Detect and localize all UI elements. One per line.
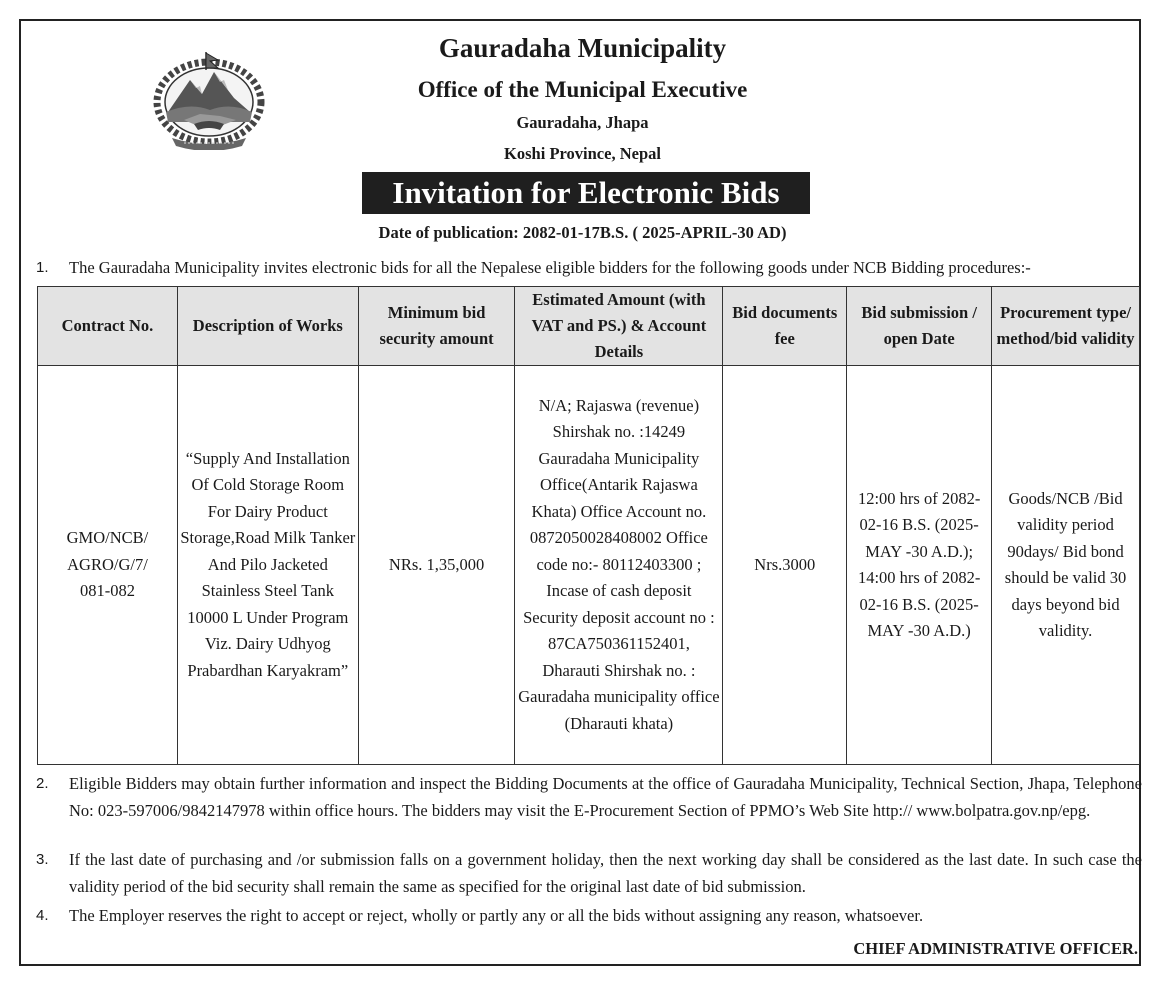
column-header: Bid documents fee [723,287,847,366]
office-name: Office of the Municipal Executive [417,77,748,102]
municipality-name: Gauradaha Municipality [438,33,727,63]
publication-date: Date of publication: 2082-01-17B.S. ( 2025-APRIL-30 AD) [378,223,787,242]
submission-date-cell: 12:00 hrs of 2082-02-16 B.S. (2025-MAY -30 A.D.); 14:00 hrs of 2082-02-16 B.S. (2025-MAY -30 A.D.) [847,366,992,765]
paragraph-number: 4. [36,907,49,924]
notice-title-banner: Invitation for Electronic Bids [362,172,810,214]
office-location: Gauradaha, Jhapa [516,113,649,132]
paragraph-number: 1. [36,259,49,276]
paragraph-number: 2. [36,775,49,792]
paragraph-text: Eligible Bidders may obtain further information and inspect the Bidding Documents at the office of Gauradaha Municipality, Technical Section, Jhapa, Telephone No: 023-597006/9842147978 within office hours. The bidders may visit the E-Procurement Section of PPMO’s Web Site http:// www.bolpatra.gov.np/epg. [69,774,1142,820]
procurement-cell: Goods/NCB /Bid validity period 90days/ Bid bond should be valid 30 days beyond bid validity. [992,366,1140,765]
paragraph-1 [36,254,1142,281]
bid-table [37,286,1140,765]
column-header: Bid submission / open Date [847,287,992,366]
paragraph-number: 3. [36,851,49,868]
column-header: Estimated Amount (with VAT and PS.) & Account Details [515,287,723,366]
paragraph-2 [36,770,1142,824]
table-header-row [38,287,1140,366]
column-header: Minimum bid security amount [358,287,515,366]
office-province: Koshi Province, Nepal [504,144,661,163]
document-fee-cell: Nrs.3000 [723,366,847,765]
column-header: Description of Works [177,287,358,366]
column-header: Contract No. [38,287,178,366]
contract-number-cell: GMO/NCB/ AGRO/G/7/ 081-082 [38,366,178,765]
table-row [38,366,1140,765]
signature-line: CHIEF ADMINISTRATIVE OFFICER. [853,939,1138,958]
column-header: Procurement type/ method/bid validity [992,287,1140,366]
paragraph-text: If the last date of purchasing and /or submission falls on a government holiday, then the next working day shall be considered as the last date. In such case the validity period of the bid security shall remain the same as specified for the original last date of bid submission. [69,850,1142,896]
estimated-amount-cell: N/A; Rajaswa (revenue) Shirshak no. :14249 Gauradaha Municipality Office(Antarik Rajaswa Khata) Office Account no. 0872050028408002 Office code no:- 80112403300 ; Incase of cash deposit Security deposit account no : 87CA750361152401, Dharauti Shirshak no. : Gauradaha municipality office (Dharauti khata) [515,366,723,765]
description-cell: “Supply And Installation Of Cold Storage Room For Dairy Product Storage,Road Milk Tanker And Pilo Jacketed Stainless Steel Tank 10000 L Under Program Viz. Dairy Udhyog Prabardhan Karyakram” [177,366,358,765]
paragraph-3 [36,846,1142,900]
paragraph-text: The Gauradaha Municipality invites electronic bids for all the Nepalese eligible bidders for the following goods under NCB Bidding procedures:- [69,258,1031,277]
security-amount-cell: NRs. 1,35,000 [358,366,515,765]
paragraph-4 [36,902,1142,929]
paragraph-text: The Employer reserves the right to accept or reject, wholly or partly any or all the bids without assigning any reason, whatsoever. [69,906,924,925]
